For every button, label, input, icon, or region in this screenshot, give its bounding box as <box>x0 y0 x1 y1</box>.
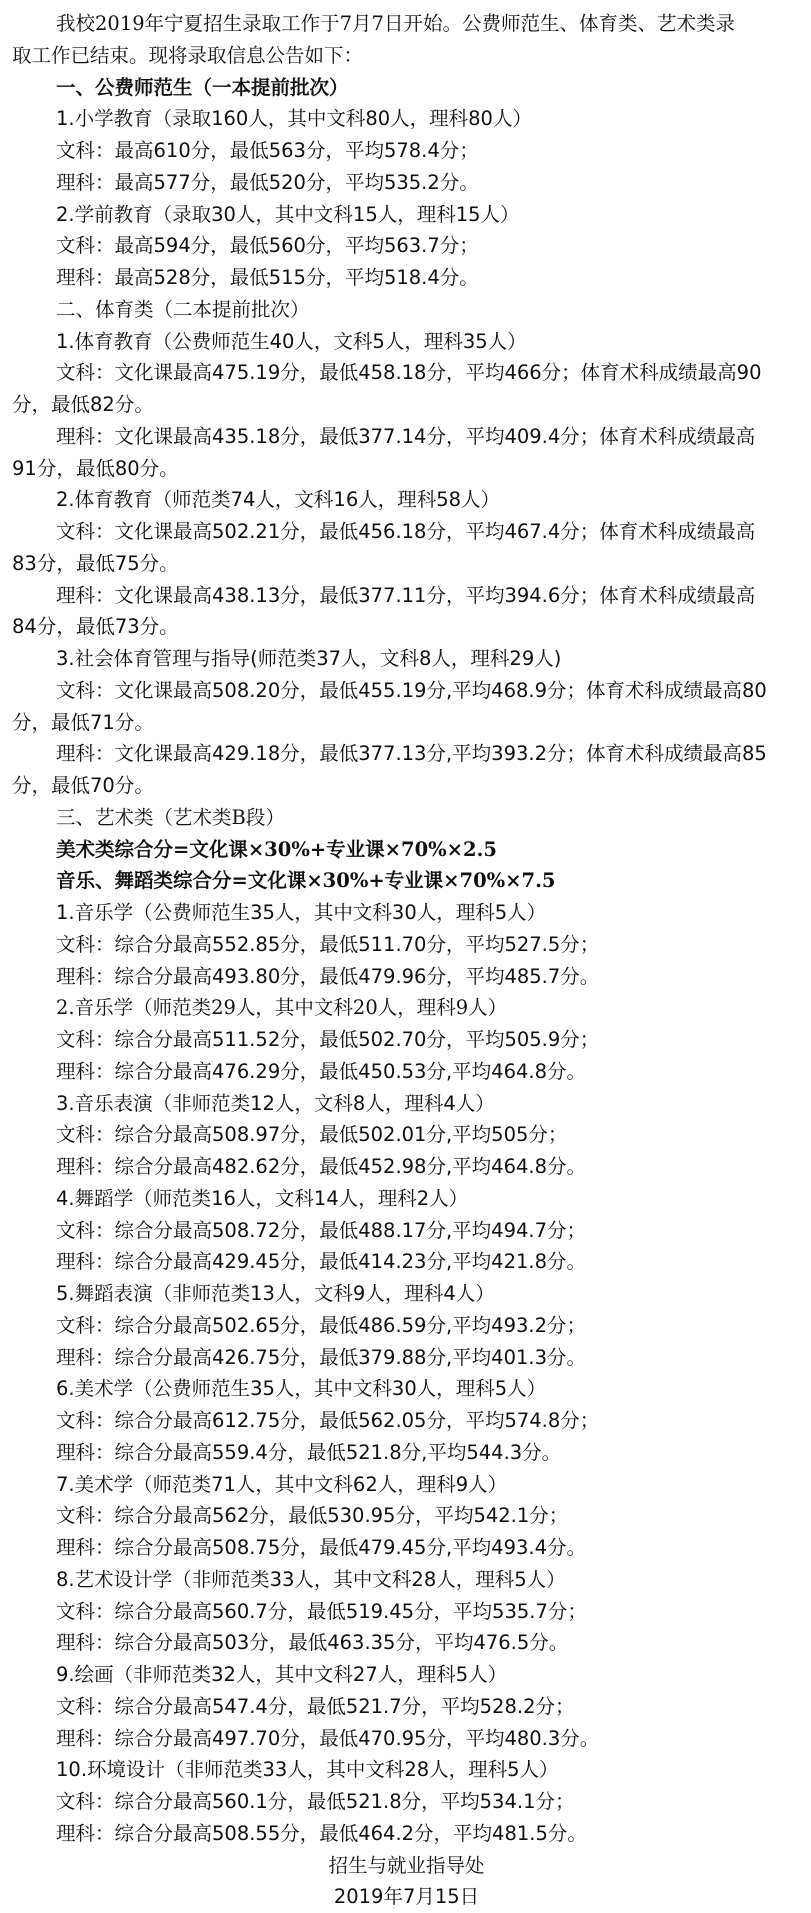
like-line: 理科：综合分最高426.75分，最低379.88分,平均401.3分。 <box>56 1345 586 1369</box>
wenke-line: 文科：文化课最高508.20分，最低455.19分,平均468.9分；体育术科成绩最高80 <box>56 678 767 702</box>
item-heading: 2.体育教育（师范类74人，文科16人，理科58人） <box>56 488 501 512</box>
wenke-line: 文科：文化课最高475.19分，最低458.18分，平均466分；体育术科成绩最高90 <box>56 361 762 385</box>
wenke-line: 文科：综合分最高562分，最低530.95分，平均542.1分； <box>56 1504 569 1528</box>
section-2-title: 二、体育类（二本提前批次） <box>56 297 310 321</box>
item-heading: 1.体育教育（公费师范生40人，文科5人，理科35人） <box>56 329 527 353</box>
like-line: 理科：综合分最高497.70分，最低470.95分，平均480.3分。 <box>56 1726 600 1750</box>
item-heading: 5.舞蹈表演（非师范类13人，文科9人，理科4人） <box>56 1282 495 1305</box>
wenke-line: 文科：综合分最高560.1分，最低521.8分，平均534.1分； <box>56 1790 575 1813</box>
wenke-line: 文科：综合分最高502.65分，最低486.59分,平均493.2分； <box>56 1313 586 1337</box>
like-line: 理科：综合分最高482.62分，最低452.98分,平均464.8分。 <box>56 1155 586 1178</box>
footer-office: 招生与就业指导处 <box>328 1853 485 1877</box>
formula-fine-arts: 美术类综合分=文化课×30%+专业课×70%×2.5 <box>56 837 497 861</box>
wenke-line: 文科：综合分最高511.52分，最低502.70分，平均505.9分； <box>56 1028 600 1051</box>
section-3-title: 三、艺术类（艺术类B段） <box>56 805 285 829</box>
wenke-line: 文科：综合分最高560.7分，最低519.45分，平均535.7分； <box>56 1599 587 1623</box>
item-heading: 10.环境设计（非师范类33人，其中文科28人，理科5人） <box>56 1758 559 1782</box>
wenke-line: 文科：综合分最高547.4分，最低521.7分，平均528.2分； <box>56 1694 575 1718</box>
formula-music-dance: 音乐、舞蹈类综合分=文化课×30%+专业课×70%×7.5 <box>56 869 556 893</box>
wenke-line-cont: 分，最低71分。 <box>12 710 154 734</box>
wenke-line: 文科：最高610分，最低563分，平均578.4分； <box>56 139 479 162</box>
intro-line-1: 我校2019年宁夏招生录取工作于7月7日开始。公费师范生、体育类、艺术类录 <box>56 12 735 35</box>
wenke-line: 文科：最高594分，最低560分，平均563.7分； <box>56 234 479 258</box>
wenke-line: 文科：综合分最高508.97分，最低502.01分,平均505分； <box>56 1123 568 1147</box>
like-line-cont: 91分，最低80分。 <box>12 456 179 480</box>
item-heading: 3.音乐表演（非师范类12人，文科8人，理科4人） <box>56 1091 495 1115</box>
like-line: 理科：综合分最高503分，最低463.35分，平均476.5分。 <box>56 1631 569 1655</box>
like-line-cont: 84分，最低73分。 <box>12 615 179 639</box>
like-line: 理科：文化课最高429.18分，最低377.13分,平均393.2分；体育术科成绩最高85 <box>56 742 767 766</box>
wenke-line-cont: 分，最低82分。 <box>12 393 154 416</box>
like-line: 理科：综合分最高508.55分，最低464.2分，平均481.5分。 <box>56 1821 587 1845</box>
like-line: 理科：综合分最高559.4分，最低521.8分,平均544.3分。 <box>56 1440 562 1464</box>
wenke-line: 文科：文化课最高502.21分，最低456.18分，平均467.4分；体育术科成绩最高 <box>56 520 756 543</box>
intro-line-2: 取工作已结束。现将录取信息公告如下： <box>12 43 364 67</box>
item-heading: 3.社会体育管理与指导(师范类37人，文科8人，理科29人) <box>56 647 562 670</box>
item-heading: 1.音乐学（公费师范生35人，其中文科30人，理科5人） <box>56 901 547 924</box>
wenke-line-cont: 83分，最低75分。 <box>12 551 179 575</box>
item-heading: 2.音乐学（师范类29人，其中文科20人，理科9人） <box>56 996 508 1020</box>
item-heading: 8.艺术设计学（非师范类33人，其中文科28人，理科5人） <box>56 1567 566 1591</box>
like-line: 理科：文化课最高435.18分，最低377.14分，平均409.4分；体育术科成绩最高 <box>56 424 756 448</box>
like-line: 理科：文化课最高438.13分，最低377.11分，平均394.6分；体育术科成绩最高 <box>56 583 756 607</box>
like-line: 理科：综合分最高429.45分，最低414.23分,平均421.8分。 <box>56 1250 586 1274</box>
item-heading: 7.美术学（师范类71人，其中文科62人，理科9人） <box>56 1472 508 1496</box>
like-line: 理科：综合分最高493.80分，最低479.96分，平均485.7分。 <box>56 964 600 988</box>
item-heading: 4.舞蹈学（师范类16人，文科14人，理科2人） <box>56 1186 469 1210</box>
item-heading: 1.小学教育（录取160人，其中文科80人，理科80人） <box>56 107 532 131</box>
wenke-line: 文科：综合分最高508.72分，最低488.17分,平均494.7分； <box>56 1218 586 1242</box>
like-line: 理科：综合分最高508.75分，最低479.45分,平均493.4分。 <box>56 1536 586 1559</box>
item-heading: 6.美术学（公费师范生35人，其中文科30人，理科5人） <box>56 1377 547 1401</box>
item-heading: 9.绘画（非师范类32人，其中文科27人，理科5人） <box>56 1663 508 1686</box>
wenke-line: 文科：综合分最高552.85分，最低511.70分，平均527.5分； <box>56 932 600 956</box>
like-line-cont: 分，最低70分。 <box>12 774 154 797</box>
wenke-line: 文科：综合分最高612.75分，最低562.05分，平均574.8分； <box>56 1409 600 1432</box>
footer-date: 2019年7月15日 <box>333 1885 480 1909</box>
like-line: 理科：最高528分，最低515分，平均518.4分。 <box>56 266 479 289</box>
like-line: 理科：最高577分，最低520分，平均535.2分。 <box>56 170 479 194</box>
item-heading: 2.学前教育（录取30人，其中文科15人，理科15人） <box>56 202 520 226</box>
section-1-title: 一、公费师范生（一本提前批次） <box>56 75 349 99</box>
like-line: 理科：综合分最高476.29分，最低450.53分,平均464.8分。 <box>56 1059 586 1083</box>
